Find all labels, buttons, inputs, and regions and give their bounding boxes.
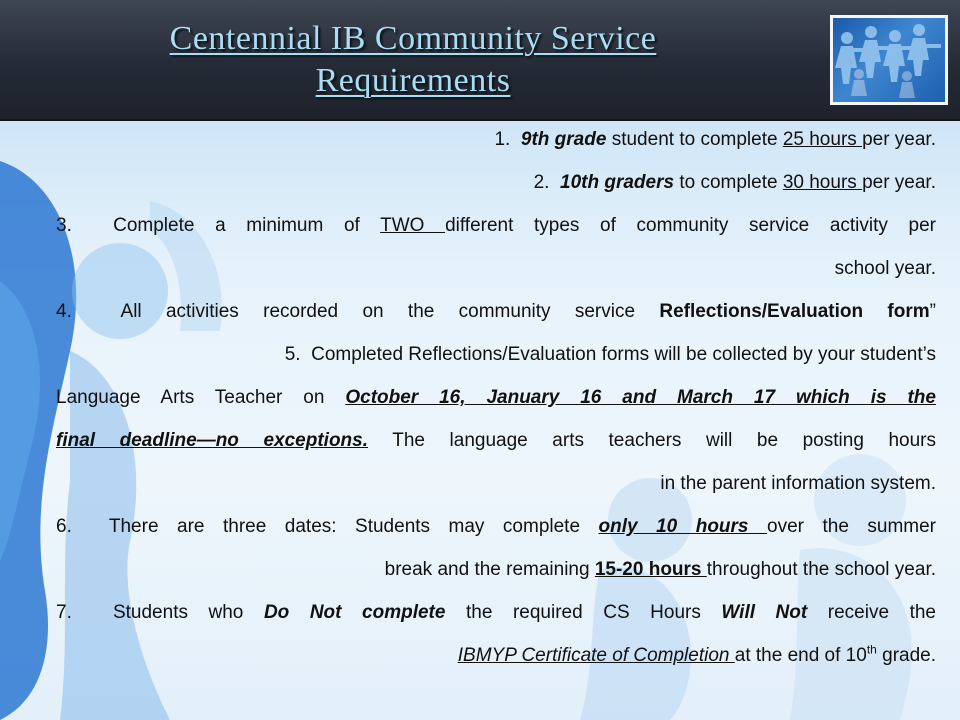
list-item: 3. Complete a minimum of TWO different types of community service activity per — [56, 215, 936, 236]
requirements-list — [56, 118, 936, 677]
people-chain-logo-icon — [830, 15, 948, 105]
list-item-continuation: Language Arts Teacher on October 16, January 16 and March 17 which is the — [56, 387, 936, 408]
list-item: 1. 9th grade student to complete 25 hours per year. — [494, 129, 936, 150]
list-item-continuation: IBMYP Certificate of Completion at the end of 10th grade. — [457, 642, 936, 666]
list-item: 5. Completed Reflections/Evaluation forms will be collected by your student’s — [284, 344, 936, 365]
list-item: 6. There are three dates: Students may complete only 10 hours over the summer — [56, 516, 937, 537]
list-item-continuation: final deadline—no exceptions. The language arts teachers will be posting hours — [56, 430, 936, 451]
list-item: 7. Students who Do Not complete the required CS Hours Will Not receive the — [56, 602, 936, 623]
list-item: 4. All activities recorded on the community service Reflections/Evaluation form” — [56, 301, 936, 322]
list-item-continuation: school year. — [834, 258, 936, 279]
list-item-continuation: in the parent information system. — [660, 473, 936, 494]
slide-title: Centennial IB Community Service Requirements — [169, 20, 657, 99]
list-item: 2. 10th graders to complete 30 hours per year. — [533, 172, 936, 193]
slide-header — [0, 0, 960, 121]
list-item-continuation: break and the remaining 15-20 hours throughout the school year. — [384, 559, 936, 580]
